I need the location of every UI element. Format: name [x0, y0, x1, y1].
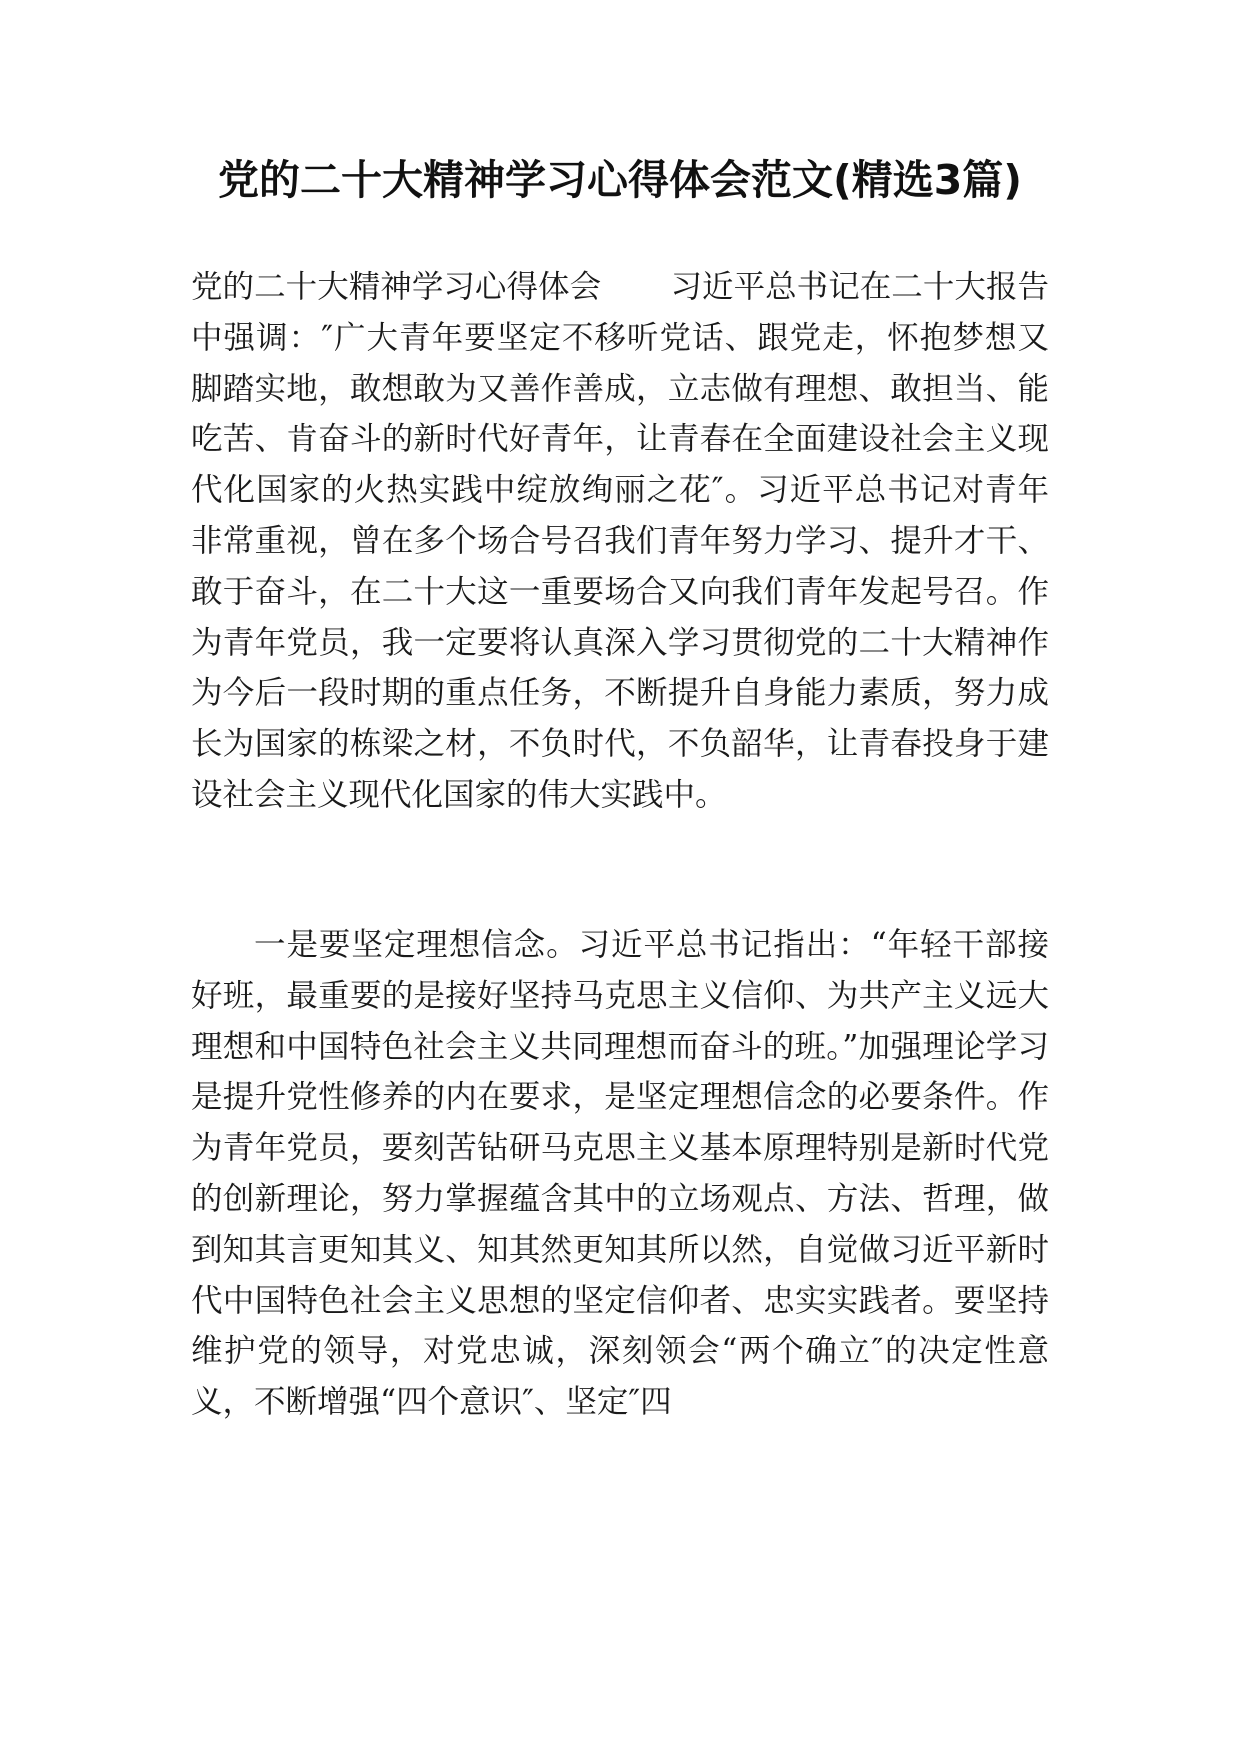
paragraph-intro	[191, 262, 1049, 821]
paragraph-intro-text: 习近平总书记在二十大报告中强调：″广大青年要坚定不移听党话、跟党走，怀抱梦想又脚踏实地，敢想敢为又善作善成，立志做有理想、敢担当、能吃苦、肯奋斗的新时代好青年，让青春在全面建设社会主义现代化国家的火热实践中绽放绚丽之花″。习近平总书记对青年非常重视，曾在多个场合号召我们青年努力学习、提升才干、敢于奋斗，在二十大这一重要场合又向我们青年发起号召。作为青年党员，我一定要将认真深入学习贯彻党的二十大精神作为今后一段时期的重点任务，不断提升自身能力素质，努力成长为国家的栋梁之材，不负时代，不负韶华，让青春投身于建设社会主义现代化国家的伟大实践中。	[191, 269, 1049, 813]
paragraph-ideals: 一是要坚定理想信念。习近平总书记指出：“年轻干部接好班，最重要的是接好坚持马克思主义信仰、为共产主义远大理想和中国特色社会主义共同理想而奋斗的班。”加强理论学习是提升党性修养的内在要求，是坚定理想信念的必要条件。作为青年党员，要刻苦钻研马克思主义基本原理特别是新时代党的创新理论，努力掌握蕴含其中的立场观点、方法、哲理，做到知其言更知其义、知其然更知其所以然，自觉做习近平新时代中国特色社会主义思想的坚定信仰者、忠实实践者。要坚持维护党的领导，对党忠诚，深刻领会“两个确立″的决定性意义，不断增强“四个意识″、坚定″四	[191, 927, 1049, 1421]
document-title: 党的二十大精神学习心得体会范文(精选3篇)	[217, 156, 1022, 204]
paragraph-lead-heading: 党的二十大精神学习心得体会	[191, 269, 602, 305]
